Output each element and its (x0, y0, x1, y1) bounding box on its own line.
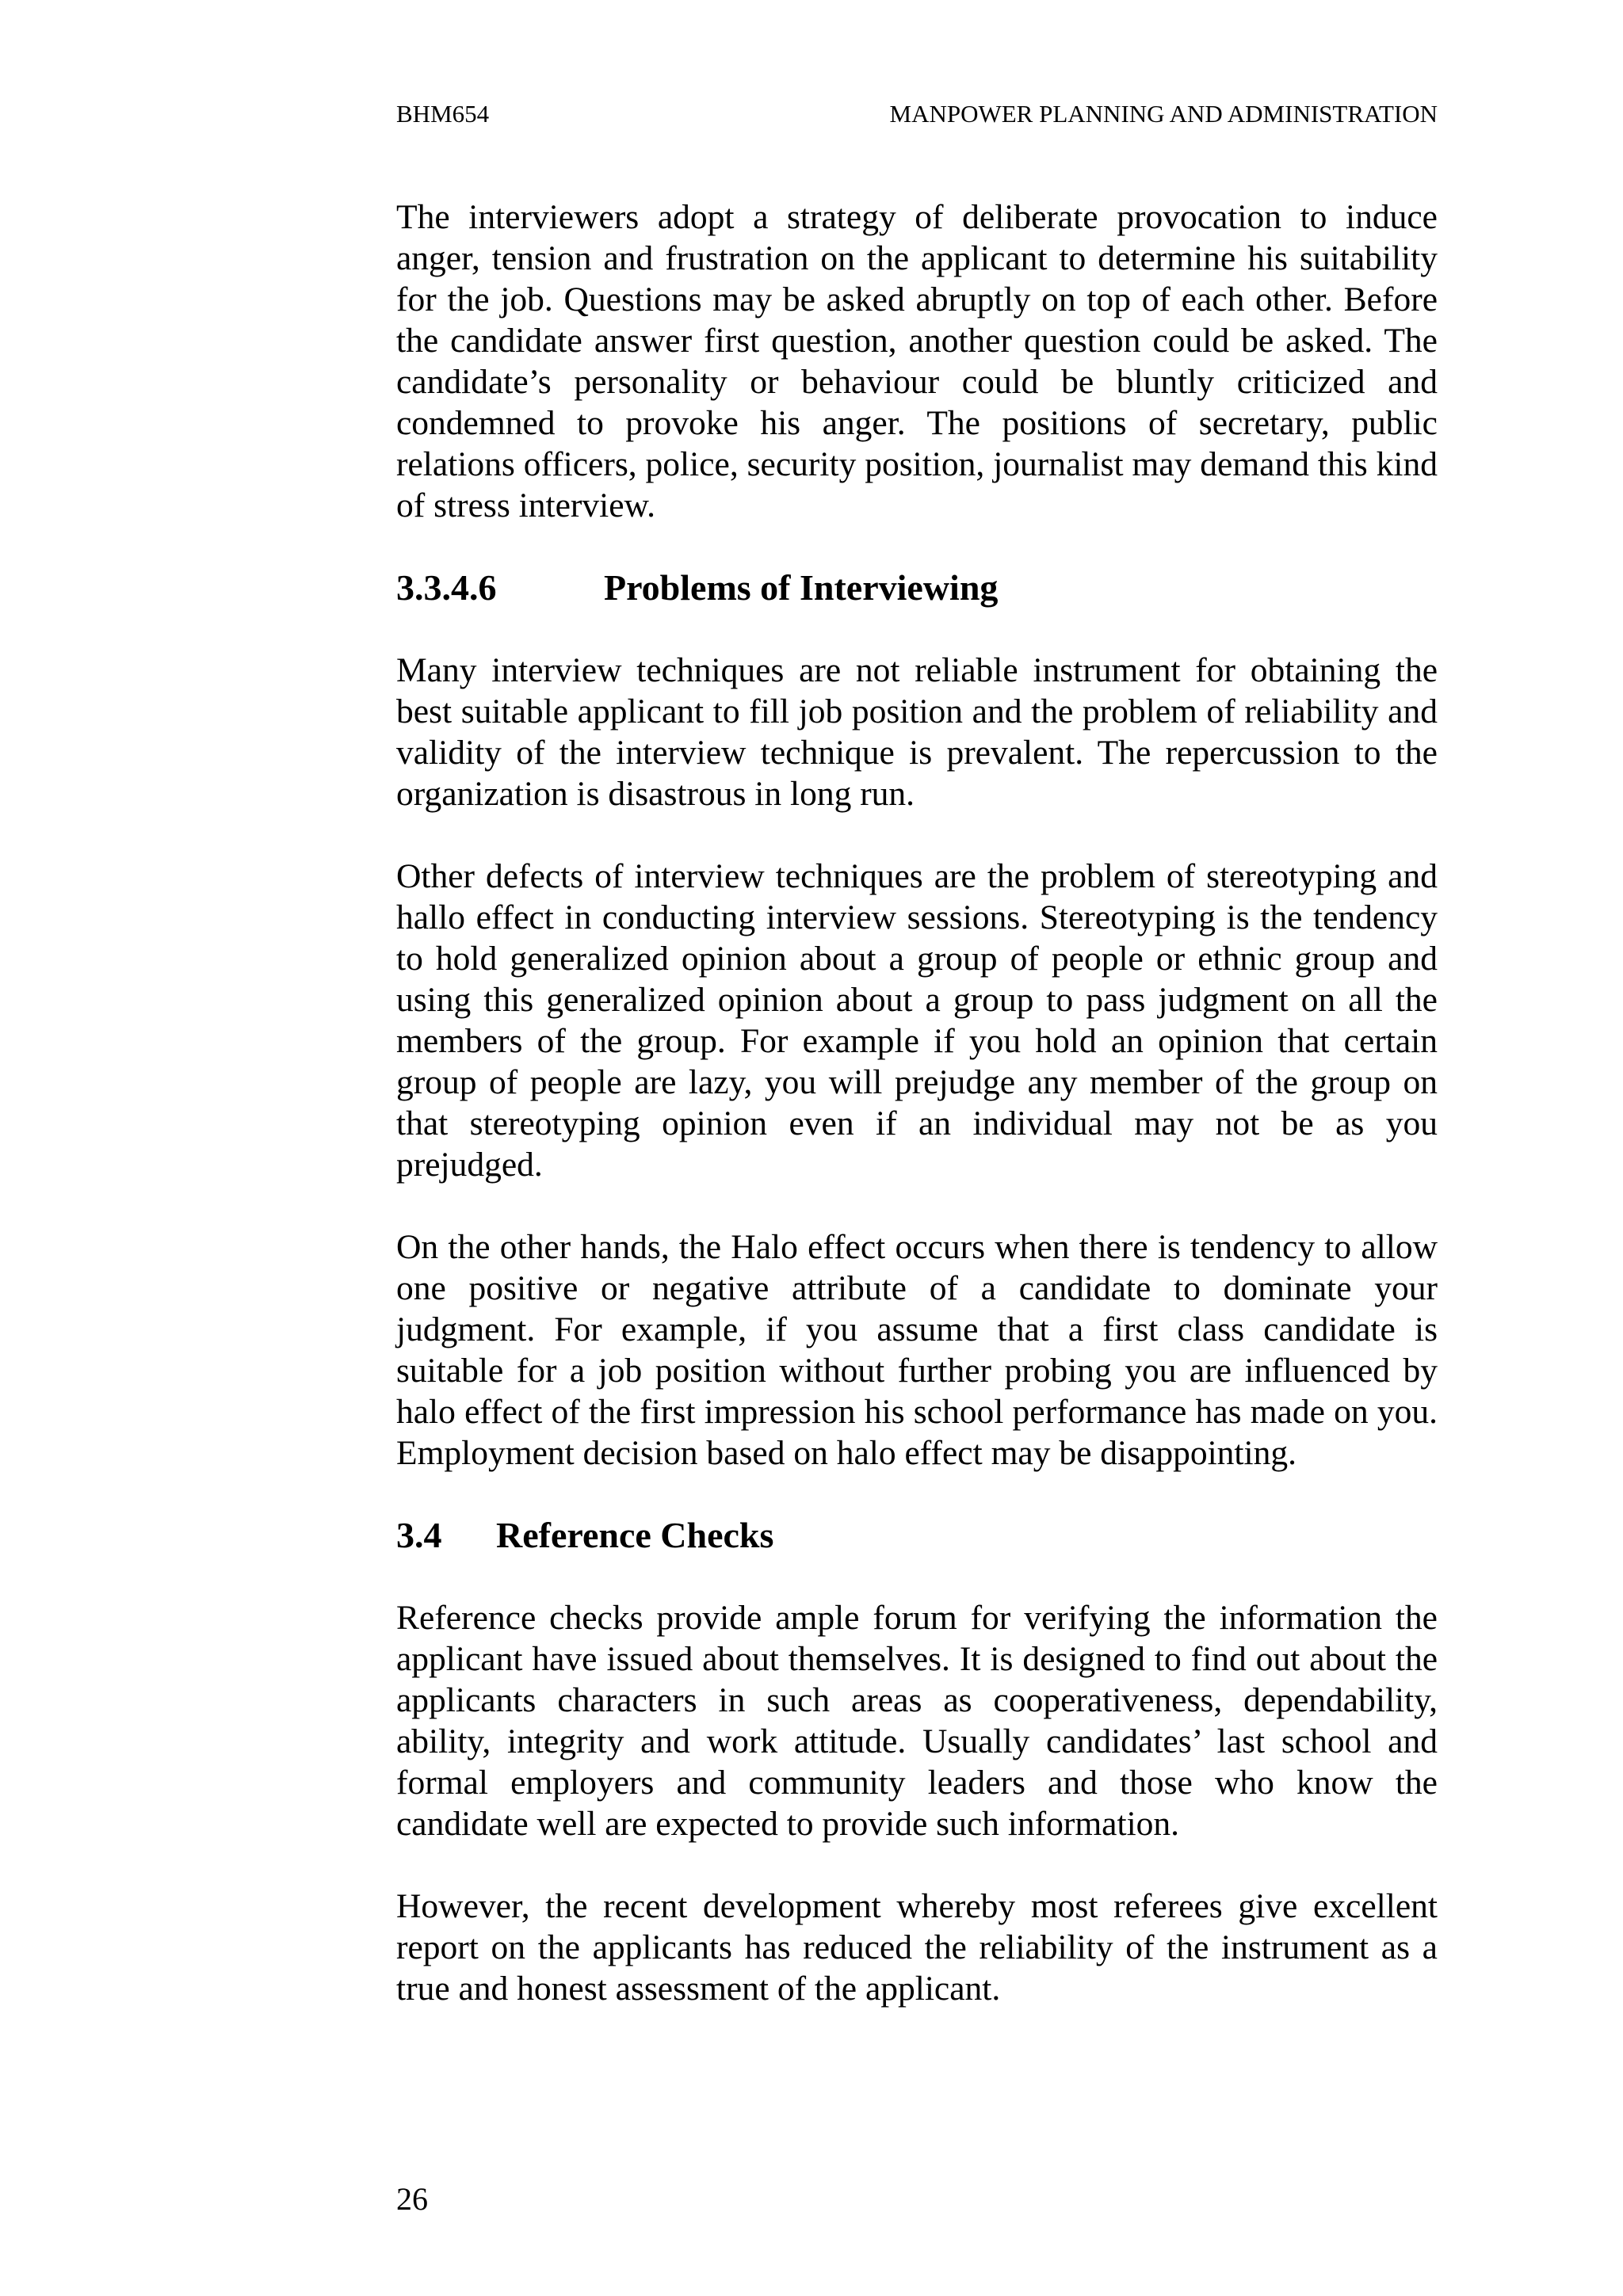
page-content (396, 196, 1438, 2009)
paragraph-halo-effect: On the other hands, the Halo effect occurs when there is tendency to allow one positive or negative attribute of a candidate to dominate your judgment. For example, if you assume that a first class candidate is suitable for a job position without further probing you are influenced by halo effect of the first impression his school performance has made on you. Employment decision based on halo effect may be disappointing. (396, 1228, 1438, 1472)
paragraph-reliability: Many interview techniques are not reliable instrument for obtaining the best suitable applicant to fill job position and the problem of reliability and validity of the interview technique is prevalent. The repercussion to the organization is disastrous in long run. (396, 651, 1438, 813)
course-code: BHM654 (396, 100, 490, 128)
paragraph-reference-checks: Reference checks provide ample forum for verifying the information the applicant have issued about themselves. It is designed to find out about the applicants characters in such areas as cooperativeness, dependability, ability, integrity and work attitude. Usually candidates’ last school and formal employers and community leaders and those who know the candidate well are expected to provide such information. (396, 1599, 1438, 1843)
section-title: Reference Checks (496, 1515, 774, 1555)
section-number: 3.3.4.6 (396, 567, 497, 608)
course-title: MANPOWER PLANNING AND ADMINISTRATION (889, 100, 1438, 128)
section-heading-problems-of-interviewing (396, 566, 1438, 610)
paragraph-stress-interview: The interviewers adopt a strategy of deliberate provocation to induce anger, tension and frustration on the applicant to determine his suitability for the job. Questions may be asked abruptly on top of each other. Before the candidate answer first question, another question could be asked. The candidate’s personality or behaviour could be bluntly criticized and condemned to provoke his anger. The positions of secretary, public relations officers, police, security position, journalist may demand this kind of stress interview. (396, 198, 1438, 524)
paragraph-referee-reliability: However, the recent development whereby most referees give excellent report on the applicants has reduced the reliability of the instrument as a true and honest assessment of the applicant. (396, 1887, 1438, 2008)
section-number: 3.4 (396, 1515, 442, 1555)
paragraph-stereotyping: Other defects of interview techniques are the problem of stereotyping and hallo effect in conducting interview sessions. Stereotyping is the tendency to hold generalized opinion about a group of people or ethnic group and using this generalized opinion about a group to pass judgment on all the members of the group. For example if you hold an opinion that certain group of people are lazy, you will prejudge any member of the group on that stereotyping opinion even if an individual may not be as you prejudged. (396, 857, 1438, 1184)
section-heading-reference-checks (396, 1513, 1438, 1558)
page-number: 26 (396, 2181, 428, 2217)
running-header (396, 98, 1438, 130)
section-title: Problems of Interviewing (604, 567, 999, 608)
